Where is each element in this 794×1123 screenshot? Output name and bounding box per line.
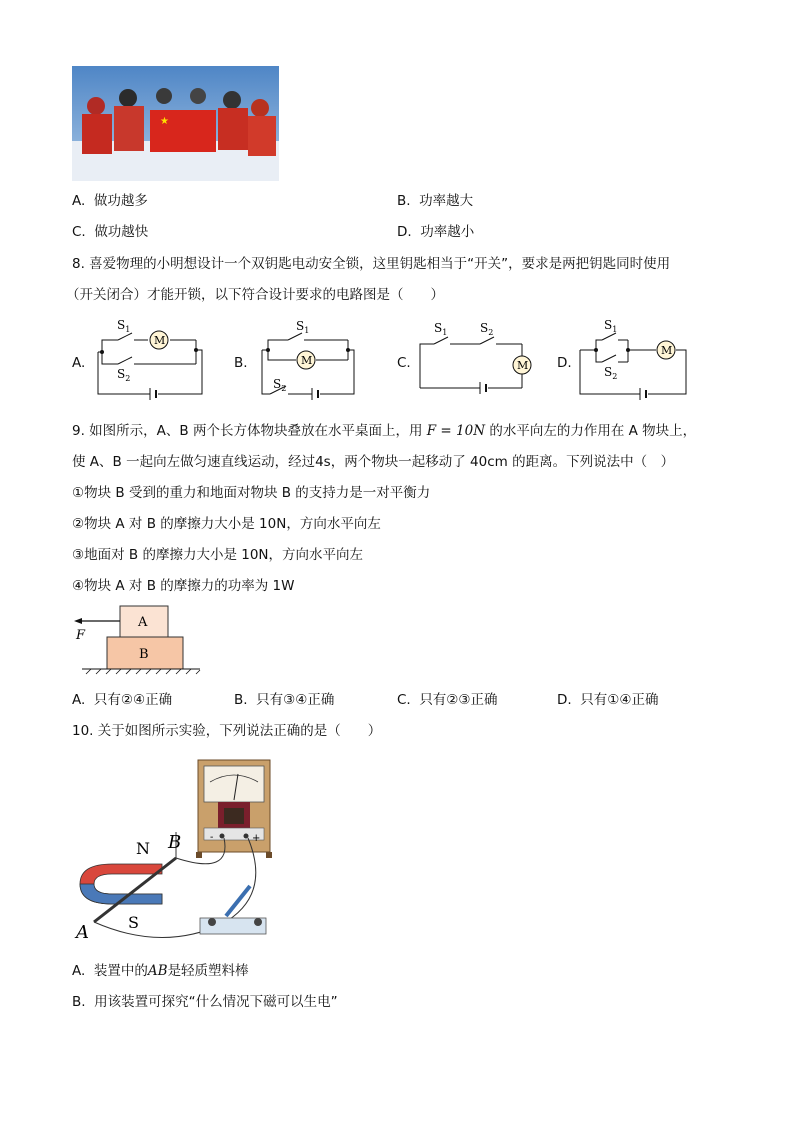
minus-terminal: - [210,832,214,843]
summit-photo-graphic [72,66,279,181]
switch2-label-d: $S_2$ [604,365,618,381]
q7-option-b[interactable]: B. 功率越大 [397,193,474,209]
motor-label-a: M [154,334,166,347]
block-b-label: B [139,647,149,662]
switch1-label-a: $S_1$ [117,318,131,334]
switch-lever [226,886,250,916]
blocks-figure [72,604,208,676]
q7-option-c[interactable]: C. 做功越快 [72,224,149,240]
q9-option-c[interactable]: C. 只有②③正确 [397,692,498,708]
circuit-b [254,316,369,400]
q8-stem-line2: （开关闭合）才能开锁，以下符合设计要求的电路图是（ ） [66,287,444,303]
switch2-label-b: $S_2$ [273,377,287,393]
q9-stem-line1: 9. 如图所示，A、B 两个长方体物块叠放在水平桌面上，用 F = 10N 的水平向左的力作用在 A 物块上， [72,423,697,439]
q9-option-b[interactable]: B. 只有③④正确 [234,692,335,708]
circuit-a [92,316,207,400]
q8-option-c[interactable]: C. [397,355,411,371]
q10-option-b[interactable]: B. 用该装置可探究“什么情况下磁可以生电” [72,994,338,1010]
q7-option-a[interactable]: A. 做功越多 [72,193,148,209]
galvanometer-figure [72,756,282,946]
switch2-label-a: $S_2$ [117,367,131,383]
q10-stem: 10. 关于如图所示实验，下列说法正确的是（ ） [72,723,382,739]
switch1-label-d: $S_1$ [604,318,618,334]
q8-option-a[interactable]: A. [72,355,86,371]
q9-option-a[interactable]: A. 只有②④正确 [72,692,173,708]
q9-stem-line2: 使 A、B 一起向左做匀速直线运动，经过4s，两个物块一起移动了 40cm 的距离。下列说法中（ ） [72,454,675,470]
svg-text:★: ★ [160,116,169,127]
q8-stem-line1: 8. 喜爱物理的小明想设计一个双钥匙电动安全锁，这里钥匙相当于“开关”，要求是两把钥匙同时使用 [72,256,671,272]
block-a-label: A [138,615,148,630]
q9-statement-4: ④物块 A 对 B 的摩擦力的功率为 1W [72,578,295,594]
label-n: N [136,839,150,858]
circuit-c [416,318,536,394]
circuit-d [576,316,691,400]
q9-option-d[interactable]: D. 只有①④正确 [557,692,659,708]
q10-option-a[interactable]: A. 装置中的AB是轻质塑料棒 [72,963,249,979]
motor-label-b: M [301,354,313,367]
q8-option-d[interactable]: D. [557,355,572,371]
q9-statement-3: ③地面对 B 的摩擦力大小是 10N，方向水平向左 [72,547,364,563]
motor-label-c: M [517,359,529,372]
q8-option-b[interactable]: B. [234,355,248,371]
force-label: F [76,628,86,643]
switch2-label-c: $S_2$ [480,321,494,337]
q9-statement-2: ②物块 A 对 B 的摩擦力大小是 10N，方向水平向左 [72,516,381,532]
label-b: B [168,832,182,853]
q7-option-d[interactable]: D. 功率越小 [397,224,475,240]
summit-photo [72,66,279,181]
label-s: S [128,913,139,932]
motor-label-d: M [661,344,673,357]
switch1-label-c: $S_1$ [434,321,448,337]
switch1-label-b: $S_1$ [296,319,310,335]
plus-terminal: + [252,833,261,844]
label-a: A [76,922,89,943]
q9-statement-1: ①物块 B 受到的重力和地面对物块 B 的支持力是一对平衡力 [72,485,431,501]
